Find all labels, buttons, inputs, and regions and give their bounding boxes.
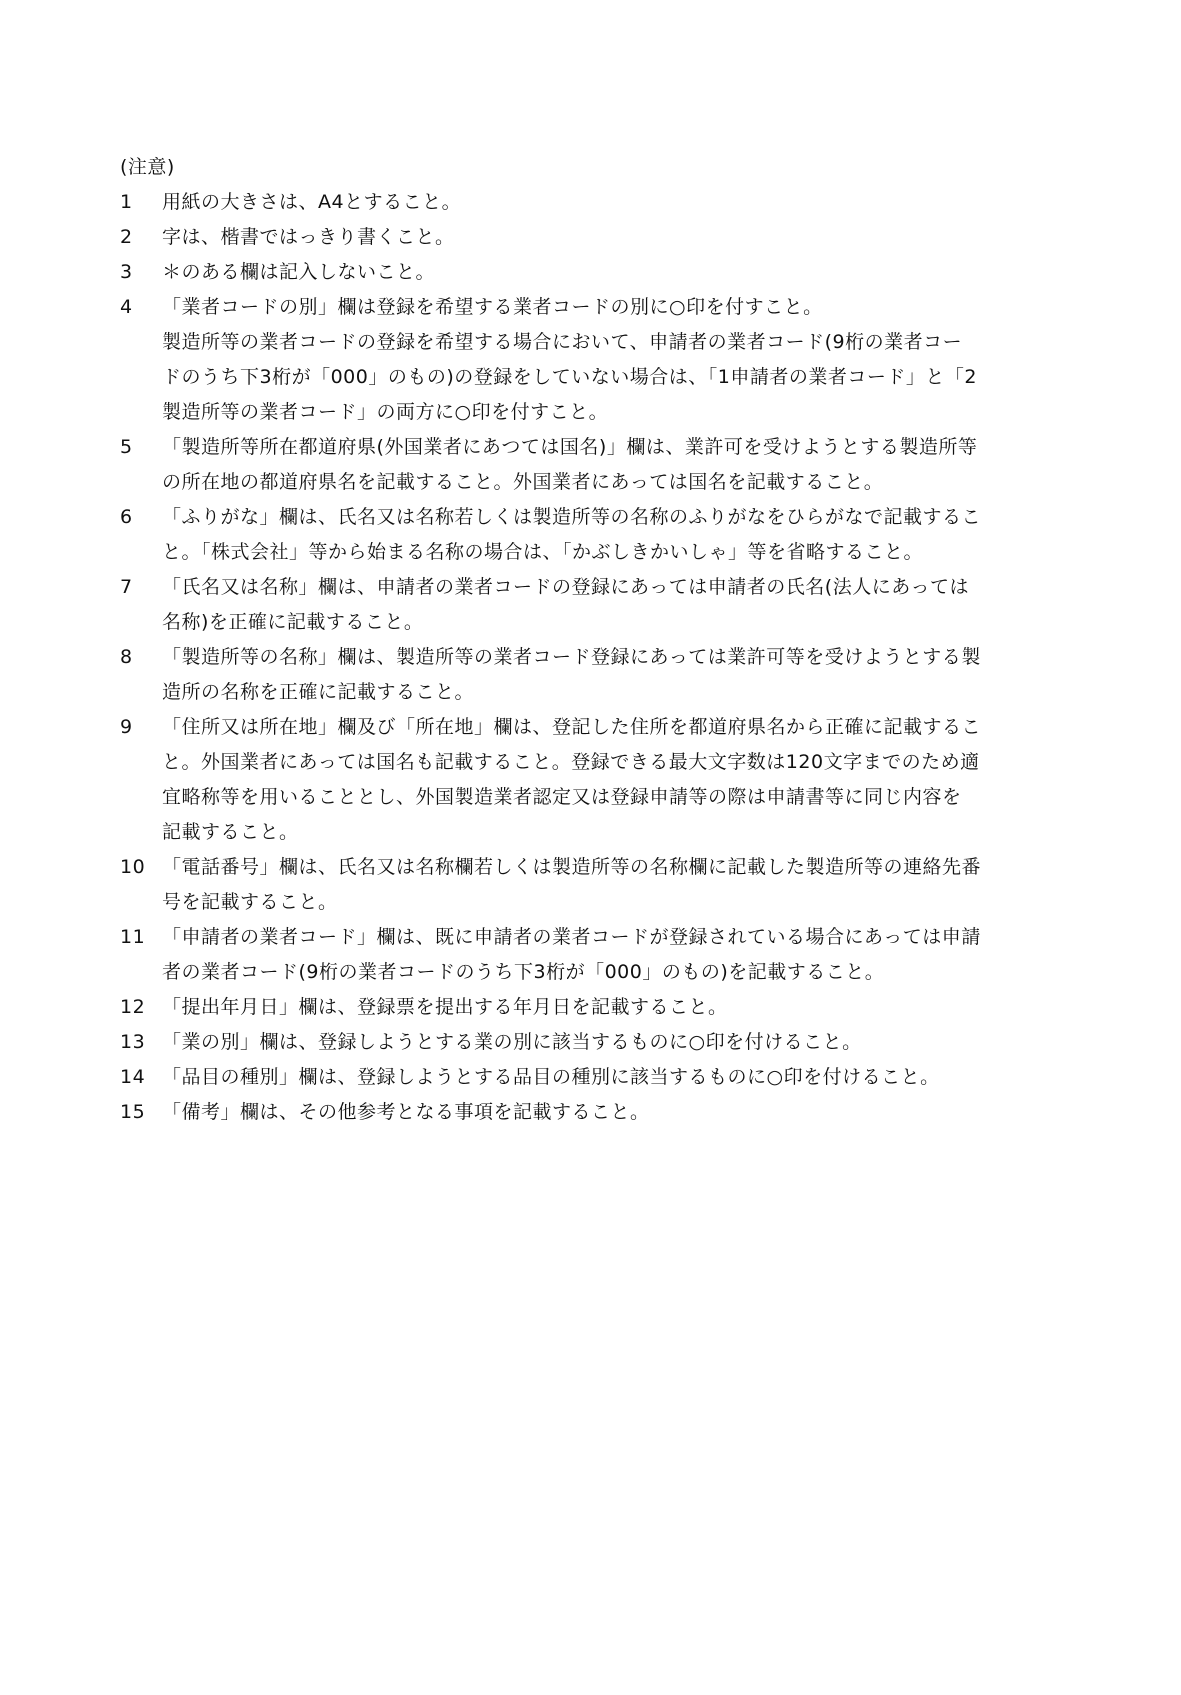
note-line: 「ふりがな」欄は、氏名又は名称若しくは製造所等の名称のふりがなをひらがなで記載するこ <box>162 506 982 528</box>
note-line: 記載すること。 <box>162 821 299 843</box>
note-line: 用紙の大きさは、A4とすること。 <box>162 191 462 213</box>
note-item-13 <box>120 1025 1080 1060</box>
note-number: 6 <box>120 506 133 528</box>
note-number: 5 <box>120 436 133 458</box>
note-item-6 <box>120 500 1080 570</box>
note-line: 者の業者コード(9桁の業者コードのうち下3桁が「000」のもの)を記載すること。 <box>162 961 885 983</box>
note-body <box>162 1060 1080 1095</box>
note-number: 12 <box>120 996 146 1018</box>
note-line: 「品目の種別」欄は、登録しようとする品目の種別に該当するものに○印を付けること。 <box>162 1066 940 1088</box>
notes-heading: (注意) <box>120 156 175 178</box>
note-line: と。「株式会社」等から始まる名称の場合は、「かぶしきかいしゃ」等を省略すること。 <box>162 541 924 563</box>
note-body <box>162 920 1080 990</box>
note-body <box>162 1095 1080 1130</box>
note-line: 「製造所等の名称」欄は、製造所等の業者コード登録にあっては業許可等を受けようとする製 <box>162 646 981 668</box>
note-number: 11 <box>120 926 146 948</box>
note-body <box>162 850 1080 920</box>
note-item-5 <box>120 430 1080 500</box>
note-item-14 <box>120 1060 1080 1095</box>
note-line: ＊のある欄は記入しないこと。 <box>162 261 436 283</box>
note-number: 9 <box>120 716 133 738</box>
note-line: 名称)を正確に記載すること。 <box>162 611 424 633</box>
note-item-8 <box>120 640 1080 710</box>
note-line: 「提出年月日」欄は、登録票を提出する年月日を記載すること。 <box>162 996 728 1018</box>
note-item-4 <box>120 290 1080 430</box>
note-body <box>162 500 1080 570</box>
note-line: ドのうち下3桁が「000」のもの)の登録をしていない場合は、「1申請者の業者コード」と「2 <box>162 366 977 388</box>
note-item-7 <box>120 570 1080 640</box>
note-line: と。外国業者にあっては国名も記載すること。登録できる最大文字数は120文字までのため適 <box>162 751 980 773</box>
note-item-9 <box>120 710 1080 850</box>
note-item-12 <box>120 990 1080 1025</box>
note-line: 「申請者の業者コード」欄は、既に申請者の業者コードが登録されている場合にあっては申請 <box>162 926 981 948</box>
note-number: 15 <box>120 1101 146 1123</box>
note-line: 「電話番号」欄は、氏名又は名称欄若しくは製造所等の名称欄に記載した製造所等の連絡先番 <box>162 856 982 878</box>
note-line: 「住所又は所在地」欄及び「所在地」欄は、登記した住所を都道府県名から正確に記載するこ <box>162 716 982 738</box>
note-item-1 <box>120 185 1080 220</box>
note-line: 造所の名称を正確に記載すること。 <box>162 681 475 703</box>
note-number: 1 <box>120 191 133 213</box>
note-line: 「業者コードの別」欄は登録を希望する業者コードの別に○印を付すこと。 <box>162 296 823 318</box>
note-line: 製造所等の業者コードの登録を希望する場合において、申請者の業者コード(9桁の業者コー <box>162 331 963 353</box>
note-body <box>162 185 1080 220</box>
note-number: 4 <box>120 296 133 318</box>
note-item-11 <box>120 920 1080 990</box>
note-body <box>162 570 1080 640</box>
note-line: 「業の別」欄は、登録しようとする業の別に該当するものに○印を付けること。 <box>162 1031 862 1053</box>
note-item-3 <box>120 255 1080 290</box>
note-body <box>162 255 1080 290</box>
note-item-10 <box>120 850 1080 920</box>
note-line: 号を記載すること。 <box>162 891 338 913</box>
note-line: の所在地の都道府県名を記載すること。外国業者にあっては国名を記載すること。 <box>162 471 884 493</box>
note-body <box>162 710 1080 850</box>
note-line: 宜略称等を用いることとし、外国製造業者認定又は登録申請等の際は申請書等に同じ内容を <box>162 786 962 808</box>
note-body <box>162 990 1080 1025</box>
note-body <box>162 290 1080 430</box>
note-line: 製造所等の業者コード」の両方に○印を付すこと。 <box>162 401 609 423</box>
note-line: 字は、楷書ではっきり書くこと。 <box>162 226 455 248</box>
note-number: 10 <box>120 856 146 878</box>
note-line: 「備考」欄は、その他参考となる事項を記載すること。 <box>162 1101 650 1123</box>
note-number: 14 <box>120 1066 146 1088</box>
notes-section <box>120 150 1080 1130</box>
note-item-15 <box>120 1095 1080 1130</box>
note-line: 「製造所等所在都道府県(外国業者にあつては国名)」欄は、業許可を受けようとする製造所等 <box>162 436 978 458</box>
note-body <box>162 430 1080 500</box>
note-number: 3 <box>120 261 133 283</box>
note-body <box>162 220 1080 255</box>
note-body <box>162 1025 1080 1060</box>
note-number: 13 <box>120 1031 146 1053</box>
note-line: 「氏名又は名称」欄は、申請者の業者コードの登録にあっては申請者の氏名(法人にあっては <box>162 576 970 598</box>
note-number: 8 <box>120 646 133 668</box>
note-number: 2 <box>120 226 133 248</box>
note-item-2 <box>120 220 1080 255</box>
note-number: 7 <box>120 576 133 598</box>
note-body <box>162 640 1080 710</box>
